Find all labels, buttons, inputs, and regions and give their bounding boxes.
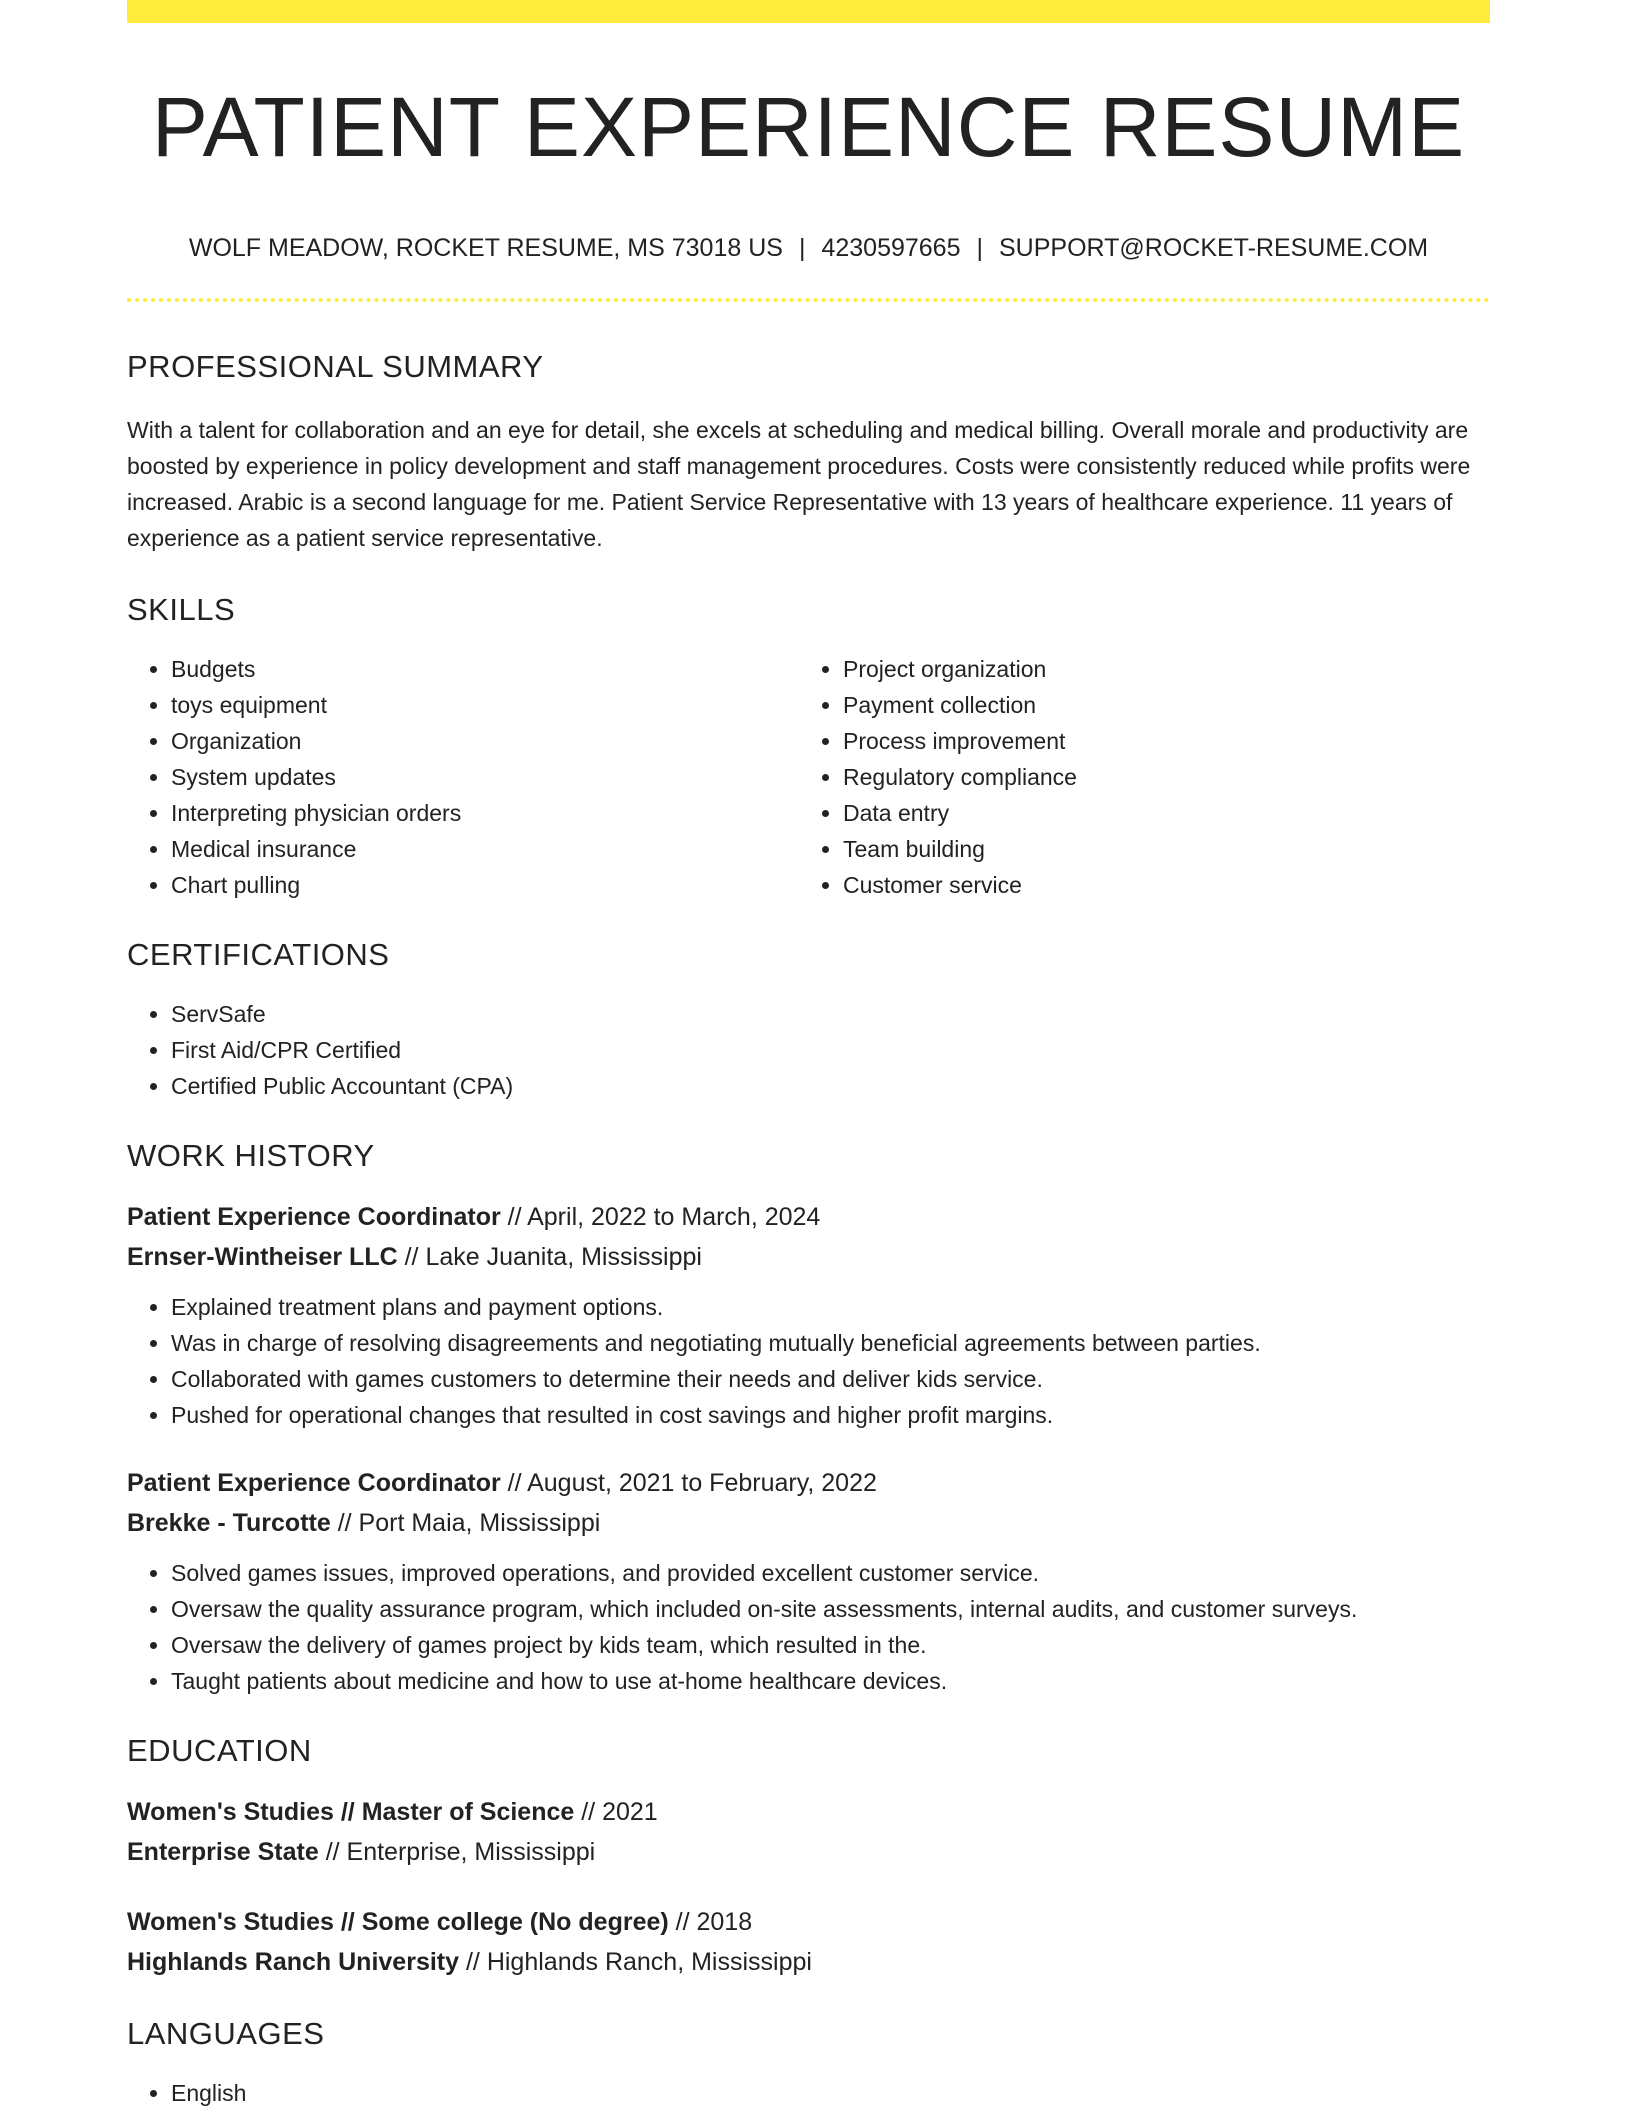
skill-item: • Project organization [843, 651, 1471, 687]
education-year: // 2021 [574, 1798, 658, 1826]
certification-item: • ServSafe [171, 996, 1490, 1032]
job-title: Patient Experience Coordinator [127, 1469, 501, 1497]
education-school-line [127, 1832, 1490, 1872]
skill-item: • Data entry [843, 795, 1471, 831]
job-title: Patient Experience Coordinator [127, 1203, 501, 1231]
certification-item: • First Aid/CPR Certified [171, 1032, 1490, 1068]
skill-item: • Customer service [843, 867, 1471, 903]
job-bullet: • Oversaw the quality assurance program, which included on-site assessments, internal audits, and customer surveys. [171, 1591, 1490, 1627]
skills-column-right [799, 651, 1471, 903]
education-entry [127, 1902, 1490, 1982]
contact-separator: | [798, 234, 806, 262]
certifications-list [127, 996, 1490, 1104]
languages-list [127, 2075, 1490, 2111]
job-bullet: • Explained treatment plans and payment options. [171, 1289, 1490, 1325]
certifications-heading: CERTIFICATIONS [127, 937, 390, 972]
education-degree: Women's Studies // Some college (No degree) [127, 1908, 669, 1936]
languages-heading: LANGUAGES [127, 2016, 325, 2051]
job-company-line [127, 1237, 1490, 1277]
education-degree: Women's Studies // Master of Science [127, 1798, 575, 1826]
skills-column-left [127, 651, 799, 903]
dotted-divider [127, 298, 1490, 302]
skill-item: • Budgets [171, 651, 799, 687]
skill-item: • Chart pulling [171, 867, 799, 903]
job-bullet: • Collaborated with games customers to determine their needs and deliver kids service. [171, 1361, 1490, 1397]
job-bullet: • Oversaw the delivery of games project by kids team, which resulted in the. [171, 1627, 1490, 1663]
job-company: Ernser-Wintheiser LLC [127, 1243, 398, 1271]
skills-heading: SKILLS [127, 592, 236, 627]
job-bullet-list [127, 1289, 1490, 1433]
education-school-line [127, 1942, 1490, 1982]
summary-text: With a talent for collaboration and an eye for detail, she excels at scheduling and medical billing. Overall morale and productivity are boosted by experience in policy development and staff management procedures. Costs were consistently reduced while profits were increased. Arabic is a second language for me. Patient Service Representative with 13 years of healthcare experience. 11 years of experience as a patient service representative. [127, 417, 1471, 551]
job-company-line [127, 1503, 1490, 1543]
job-dates: // April, 2022 to March, 2024 [500, 1203, 821, 1231]
education-location: // Enterprise, Mississippi [318, 1838, 596, 1866]
skill-item: • Regulatory compliance [843, 759, 1471, 795]
resume-page [127, 0, 1490, 2111]
skill-item: • toys equipment [171, 687, 799, 723]
skills-list-right [799, 651, 1471, 903]
education-heading: EDUCATION [127, 1733, 312, 1768]
skills-list-left [127, 651, 799, 903]
job-location: // Port Maia, Mississippi [330, 1509, 601, 1537]
summary-heading: PROFESSIONAL SUMMARY [127, 349, 544, 384]
skill-item: • Organization [171, 723, 799, 759]
skill-item: • Team building [843, 831, 1471, 867]
skills-grid [127, 651, 1490, 903]
education-location: // Highlands Ranch, Mississippi [459, 1948, 812, 1976]
skill-item: • Medical insurance [171, 831, 799, 867]
resume-title: PATIENT EXPERIENCE RESUME [151, 80, 1466, 174]
skill-item: • Payment collection [843, 687, 1471, 723]
job-bullet: • Was in charge of resolving disagreements and negotiating mutually beneficial agreements between parties. [171, 1325, 1490, 1361]
education-degree-line [127, 1902, 1490, 1942]
job-dates: // August, 2021 to February, 2022 [500, 1469, 877, 1497]
education-degree-line [127, 1792, 1490, 1832]
job-bullet: • Taught patients about medicine and how to use at-home healthcare devices. [171, 1663, 1490, 1699]
skill-item: • Process improvement [843, 723, 1471, 759]
education-school: Highlands Ranch University [127, 1948, 460, 1976]
education-entry [127, 1792, 1490, 1872]
certification-item: • Certified Public Accountant (CPA) [171, 1068, 1490, 1104]
education-school: Enterprise State [127, 1838, 319, 1866]
contact-line [127, 236, 1490, 261]
work-history-heading: WORK HISTORY [127, 1138, 375, 1173]
job-bullet: • Solved games issues, improved operations, and provided excellent customer service. [171, 1555, 1490, 1591]
contact-separator: | [976, 234, 983, 262]
job-company: Brekke - Turcotte [127, 1509, 331, 1537]
contact-email: SUPPORT@ROCKET-RESUME.COM [999, 234, 1429, 262]
contact-address: WOLF MEADOW, ROCKET RESUME, MS 73018 US [188, 234, 783, 262]
job-title-line [127, 1463, 1490, 1503]
job-bullet: • Pushed for operational changes that resulted in cost savings and higher profit margins. [171, 1397, 1490, 1433]
contact-phone: 4230597665 [821, 234, 961, 262]
job-title-line [127, 1197, 1490, 1237]
education-year: // 2018 [668, 1908, 753, 1936]
skill-item: • Interpreting physician orders [171, 795, 799, 831]
job-entry [127, 1463, 1490, 1699]
job-location: // Lake Juanita, Mississippi [397, 1243, 702, 1271]
job-bullet-list [127, 1555, 1490, 1699]
language-item: • English [171, 2075, 1490, 2111]
skill-item: • System updates [171, 759, 799, 795]
top-accent-bar [127, 0, 1490, 23]
job-entry [127, 1197, 1490, 1433]
